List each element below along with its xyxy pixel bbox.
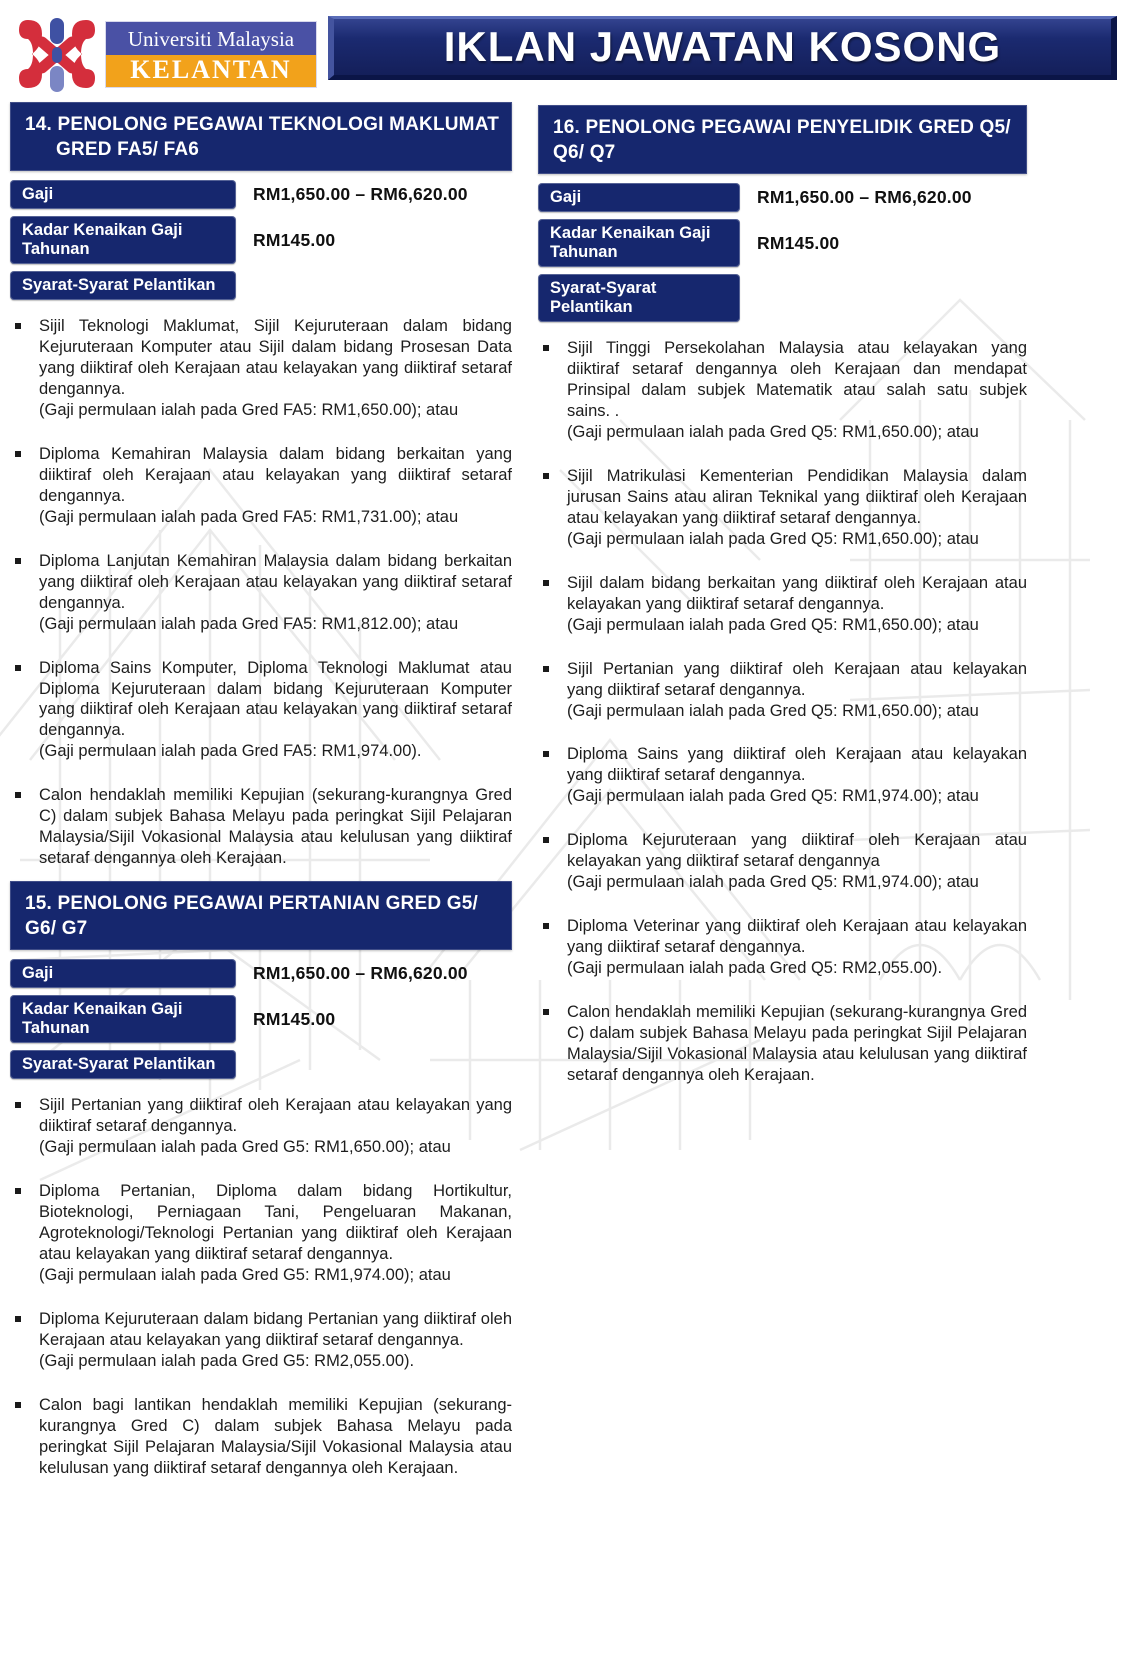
requirement-salary-note: (Gaji permulaan ialah pada Gred FA5: RM1,974.00). [39, 742, 422, 761]
requirement-body [567, 916, 1027, 979]
bullet-square-icon [10, 444, 39, 528]
section-title [10, 102, 512, 171]
section-title [10, 881, 512, 950]
info-label: Gaji [538, 183, 740, 212]
university-name-line2: KELANTAN [106, 55, 316, 87]
section-title-line: 15. PENOLONG PEGAWAI PERTANIAN GRED G5/ G6/ G7 [25, 893, 478, 940]
bullet-square-icon [538, 744, 567, 807]
requirement-salary-note: (Gaji permulaan ialah pada Gred G5: RM2,055.00). [39, 1351, 415, 1370]
bullet-square-icon [538, 830, 567, 893]
university-name-box [106, 22, 316, 87]
requirement-salary-note: (Gaji permulaan ialah pada Gred FA5: RM1,650.00); atau [39, 400, 459, 419]
info-value: RM1,650.00 – RM6,620.00 [757, 187, 972, 208]
requirement-body [567, 744, 1027, 807]
umk-emblem-icon [12, 14, 102, 96]
section-title [538, 105, 1027, 174]
requirement-item [538, 744, 1027, 807]
requirement-body [39, 785, 512, 869]
requirement-salary-note: (Gaji permulaan ialah pada Gred FA5: RM1,731.00); atau [39, 507, 459, 526]
requirement-body [39, 1095, 512, 1158]
requirement-body [39, 1395, 512, 1479]
section-info [10, 180, 512, 300]
info-row [538, 183, 1027, 212]
section-title-line: GRED FA5/ FA6 [56, 139, 200, 161]
bullet-square-icon [10, 1309, 39, 1372]
section-requirements-list [10, 316, 512, 869]
requirement-item [10, 1309, 512, 1372]
requirement-item [538, 830, 1027, 893]
university-name-line1: Universiti Malaysia [106, 22, 316, 55]
section-requirements-list [538, 338, 1027, 1086]
requirement-text: Sijil Pertanian yang diiktiraf oleh Kerajaan atau kelayakan yang diiktiraf setaraf dengannya. [567, 659, 1027, 699]
bullet-square-icon [10, 1095, 39, 1158]
requirement-item [10, 1181, 512, 1286]
requirement-text: Sijil Tinggi Persekolahan Malaysia atau kelayakan yang diiktiraf setaraf dengannya oleh Kerajaan dan mendapat Prinsipal dalam subjek Matematik atau salah satu subjek sains. . [567, 339, 1027, 421]
requirement-body [567, 466, 1027, 550]
info-label: Syarat-Syarat Pelantikan [538, 274, 740, 322]
requirement-text: Sijil dalam bidang berkaitan yang diiktiraf oleh Kerajaan atau kelayakan yang diiktiraf setaraf dengannya. [567, 573, 1027, 613]
requirement-body [39, 316, 512, 421]
job-section [538, 105, 1027, 1086]
bullet-square-icon [10, 1395, 39, 1479]
info-value: RM145.00 [757, 232, 840, 253]
requirement-body [567, 659, 1027, 722]
job-section [10, 102, 512, 869]
info-value: RM1,650.00 – RM6,620.00 [253, 963, 468, 984]
info-row [10, 1050, 512, 1079]
bullet-square-icon [538, 1002, 567, 1086]
requirement-body [567, 830, 1027, 893]
requirement-item [10, 658, 512, 763]
requirement-text: Diploma Lanjutan Kemahiran Malaysia dalam bidang berkaitan yang diiktiraf oleh Kerajaan atau kelayakan yang diiktiraf setaraf dengannya. [39, 551, 512, 612]
info-label: Kadar Kenaikan Gaji Tahunan [10, 216, 236, 264]
section-title-line: 16. PENOLONG PEGAWAI PENYELIDIK GRED Q5/ Q6/ Q7 [553, 117, 1011, 164]
section-info [538, 183, 1027, 322]
requirement-text: Sijil Pertanian yang diiktiraf oleh Kerajaan atau kelayakan yang diiktiraf setaraf dengannya. [39, 1096, 512, 1136]
info-value: RM145.00 [253, 229, 336, 250]
requirement-salary-note: (Gaji permulaan ialah pada Gred Q5: RM1,650.00); atau [567, 701, 979, 720]
requirement-salary-note: (Gaji permulaan ialah pada Gred Q5: RM1,974.00); atau [567, 873, 979, 892]
requirement-body [39, 551, 512, 635]
info-row [10, 995, 512, 1043]
requirement-text: Diploma Kejuruteraan yang diiktiraf oleh Kerajaan atau kelayakan yang diiktiraf setaraf dengannya [567, 831, 1027, 871]
requirement-text: Calon hendaklah memiliki Kepujian (sekurang-kurangnya Gred C) dalam subjek Bahasa Melayu pada peringkat Sijil Pelajaran Malaysia/Sijil Vokasional Malaysia atau kelulusan yang diiktiraf setaraf dengannya oleh Kerajaan. [39, 786, 512, 868]
requirement-salary-note: (Gaji permulaan ialah pada Gred G5: RM1,650.00); atau [39, 1138, 451, 1157]
requirement-item [538, 1002, 1027, 1086]
info-row [10, 271, 512, 300]
info-row [538, 219, 1027, 267]
requirement-body [39, 444, 512, 528]
info-label: Kadar Kenaikan Gaji Tahunan [538, 219, 740, 267]
bullet-square-icon [538, 916, 567, 979]
bullet-square-icon [538, 659, 567, 722]
requirement-text: Diploma Veterinar yang diiktiraf oleh Kerajaan atau kelayakan yang diiktiraf setaraf dengannya. [567, 917, 1027, 957]
info-row [10, 216, 512, 264]
requirement-text: Diploma Pertanian, Diploma dalam bidang Hortikultur, Bioteknologi, Perniagaan Tani, Pengeluaran Makanan, Agroteknologi/Teknologi Pertanian yang diiktiraf oleh Kerajaan atau kelayakan yang diiktiraf setaraf dengannya. [39, 1182, 512, 1263]
bullet-square-icon [10, 1181, 39, 1286]
bullet-square-icon [538, 338, 567, 443]
info-label: Gaji [10, 959, 236, 988]
requirement-item [538, 573, 1027, 636]
section-requirements-list [10, 1095, 512, 1478]
requirement-salary-note: (Gaji permulaan ialah pada Gred Q5: RM1,974.00); atau [567, 787, 979, 806]
content-columns [0, 92, 1125, 1491]
requirement-salary-note: (Gaji permulaan ialah pada Gred Q5: RM1,650.00); atau [567, 422, 979, 441]
requirement-item [10, 444, 512, 528]
title-banner [328, 16, 1117, 80]
requirement-salary-note: (Gaji permulaan ialah pada Gred Q5: RM2,055.00). [567, 959, 943, 978]
info-value: RM1,650.00 – RM6,620.00 [253, 184, 468, 205]
requirement-text: Diploma Sains Komputer, Diploma Teknologi Maklumat atau Diploma Kejuruteraan dalam bidang Kejuruteraan Komputer yang diiktiraf oleh Kerajaan atau kelayakan yang diiktiraf setaraf dengannya. [39, 658, 512, 740]
requirement-body [39, 658, 512, 763]
column-left [10, 102, 512, 1491]
requirement-body [567, 338, 1027, 443]
university-logo [12, 14, 316, 96]
requirement-text: Diploma Kemahiran Malaysia dalam bidang berkaitan yang diiktiraf oleh Kerajaan atau kelayakan yang diiktiraf setaraf dengannya. [39, 444, 512, 505]
bullet-square-icon [538, 573, 567, 636]
requirement-item [538, 659, 1027, 722]
info-value: RM145.00 [253, 1008, 336, 1029]
requirement-body [39, 1181, 512, 1286]
requirement-salary-note: (Gaji permulaan ialah pada Gred Q5: RM1,650.00); atau [567, 529, 979, 548]
requirement-salary-note: (Gaji permulaan ialah pada Gred G5: RM1,974.00); atau [39, 1265, 451, 1284]
requirement-salary-note: (Gaji permulaan ialah pada Gred Q5: RM1,650.00); atau [567, 615, 979, 634]
info-row [10, 959, 512, 988]
requirement-item [10, 1095, 512, 1158]
requirement-item [538, 916, 1027, 979]
requirement-body [567, 573, 1027, 636]
info-label: Gaji [10, 180, 236, 209]
requirement-item [538, 338, 1027, 443]
requirement-text: Diploma Sains yang diiktiraf oleh Kerajaan atau kelayakan yang diiktiraf setaraf dengannya. [567, 745, 1027, 785]
requirement-text: Calon hendaklah memiliki Kepujian (sekurang-kurangnya Gred C) dalam subjek Bahasa Melayu pada peringkat Sijil Pelajaran Malaysia/Sijil Vokasional Malaysia atau kelulusan yang diiktiraf setaraf dengannya oleh Kerajaan. [567, 1003, 1027, 1084]
bullet-square-icon [10, 785, 39, 869]
info-row [10, 180, 512, 209]
info-label: Syarat-Syarat Pelantikan [10, 1050, 236, 1079]
requirement-item [538, 466, 1027, 550]
bullet-square-icon [538, 466, 567, 550]
section-title-line: 14. PENOLONG PEGAWAI TEKNOLOGI MAKLUMAT [25, 114, 500, 135]
info-row [538, 274, 1027, 322]
section-info [10, 959, 512, 1079]
info-label: Syarat-Syarat Pelantikan [10, 271, 236, 300]
requirement-text: Sijil Matrikulasi Kementerian Pendidikan Malaysia dalam jurusan Sains atau aliran Teknikal yang diiktiraf oleh Kerajaan atau kelayakan yang diiktiraf setaraf dengannya. [567, 466, 1027, 527]
requirement-salary-note: (Gaji permulaan ialah pada Gred FA5: RM1,812.00); atau [39, 614, 459, 633]
requirement-item [10, 785, 512, 869]
requirement-text: Sijil Teknologi Maklumat, Sijil Kejuruteraan dalam bidang Kejuruteraan Komputer atau Sijil dalam bidang Prosesan Data yang diiktiraf oleh Kerajaan atau kelayakan yang diiktiraf setaraf dengannya. [39, 317, 512, 399]
info-label: Kadar Kenaikan Gaji Tahunan [10, 995, 236, 1043]
page-header [0, 0, 1125, 92]
requirement-text: Diploma Kejuruteraan dalam bidang Pertanian yang diiktiraf oleh Kerajaan atau kelayakan yang diiktiraf setaraf dengannya. [39, 1309, 512, 1349]
requirement-body [567, 1002, 1027, 1086]
page-title: IKLAN JAWATAN KOSONG [443, 23, 1002, 70]
requirement-item [10, 551, 512, 635]
bullet-square-icon [10, 551, 39, 635]
requirement-text: Calon bagi lantikan hendaklah memiliki Kepujian (sekurang-kurangnya Gred C) dalam subjek Bahasa Melayu pada peringkat Sijil Pelajaran Malaysia/Sijil Vokasional Malaysia atau kelulusan yang diiktiraf setaraf dengannya oleh Kerajaan. [39, 1395, 512, 1477]
bullet-square-icon [10, 658, 39, 763]
column-right [538, 102, 1027, 1098]
bullet-square-icon [10, 316, 39, 421]
requirement-body [39, 1309, 512, 1372]
job-section [10, 881, 512, 1478]
requirement-item [10, 1395, 512, 1479]
requirement-item [10, 316, 512, 421]
